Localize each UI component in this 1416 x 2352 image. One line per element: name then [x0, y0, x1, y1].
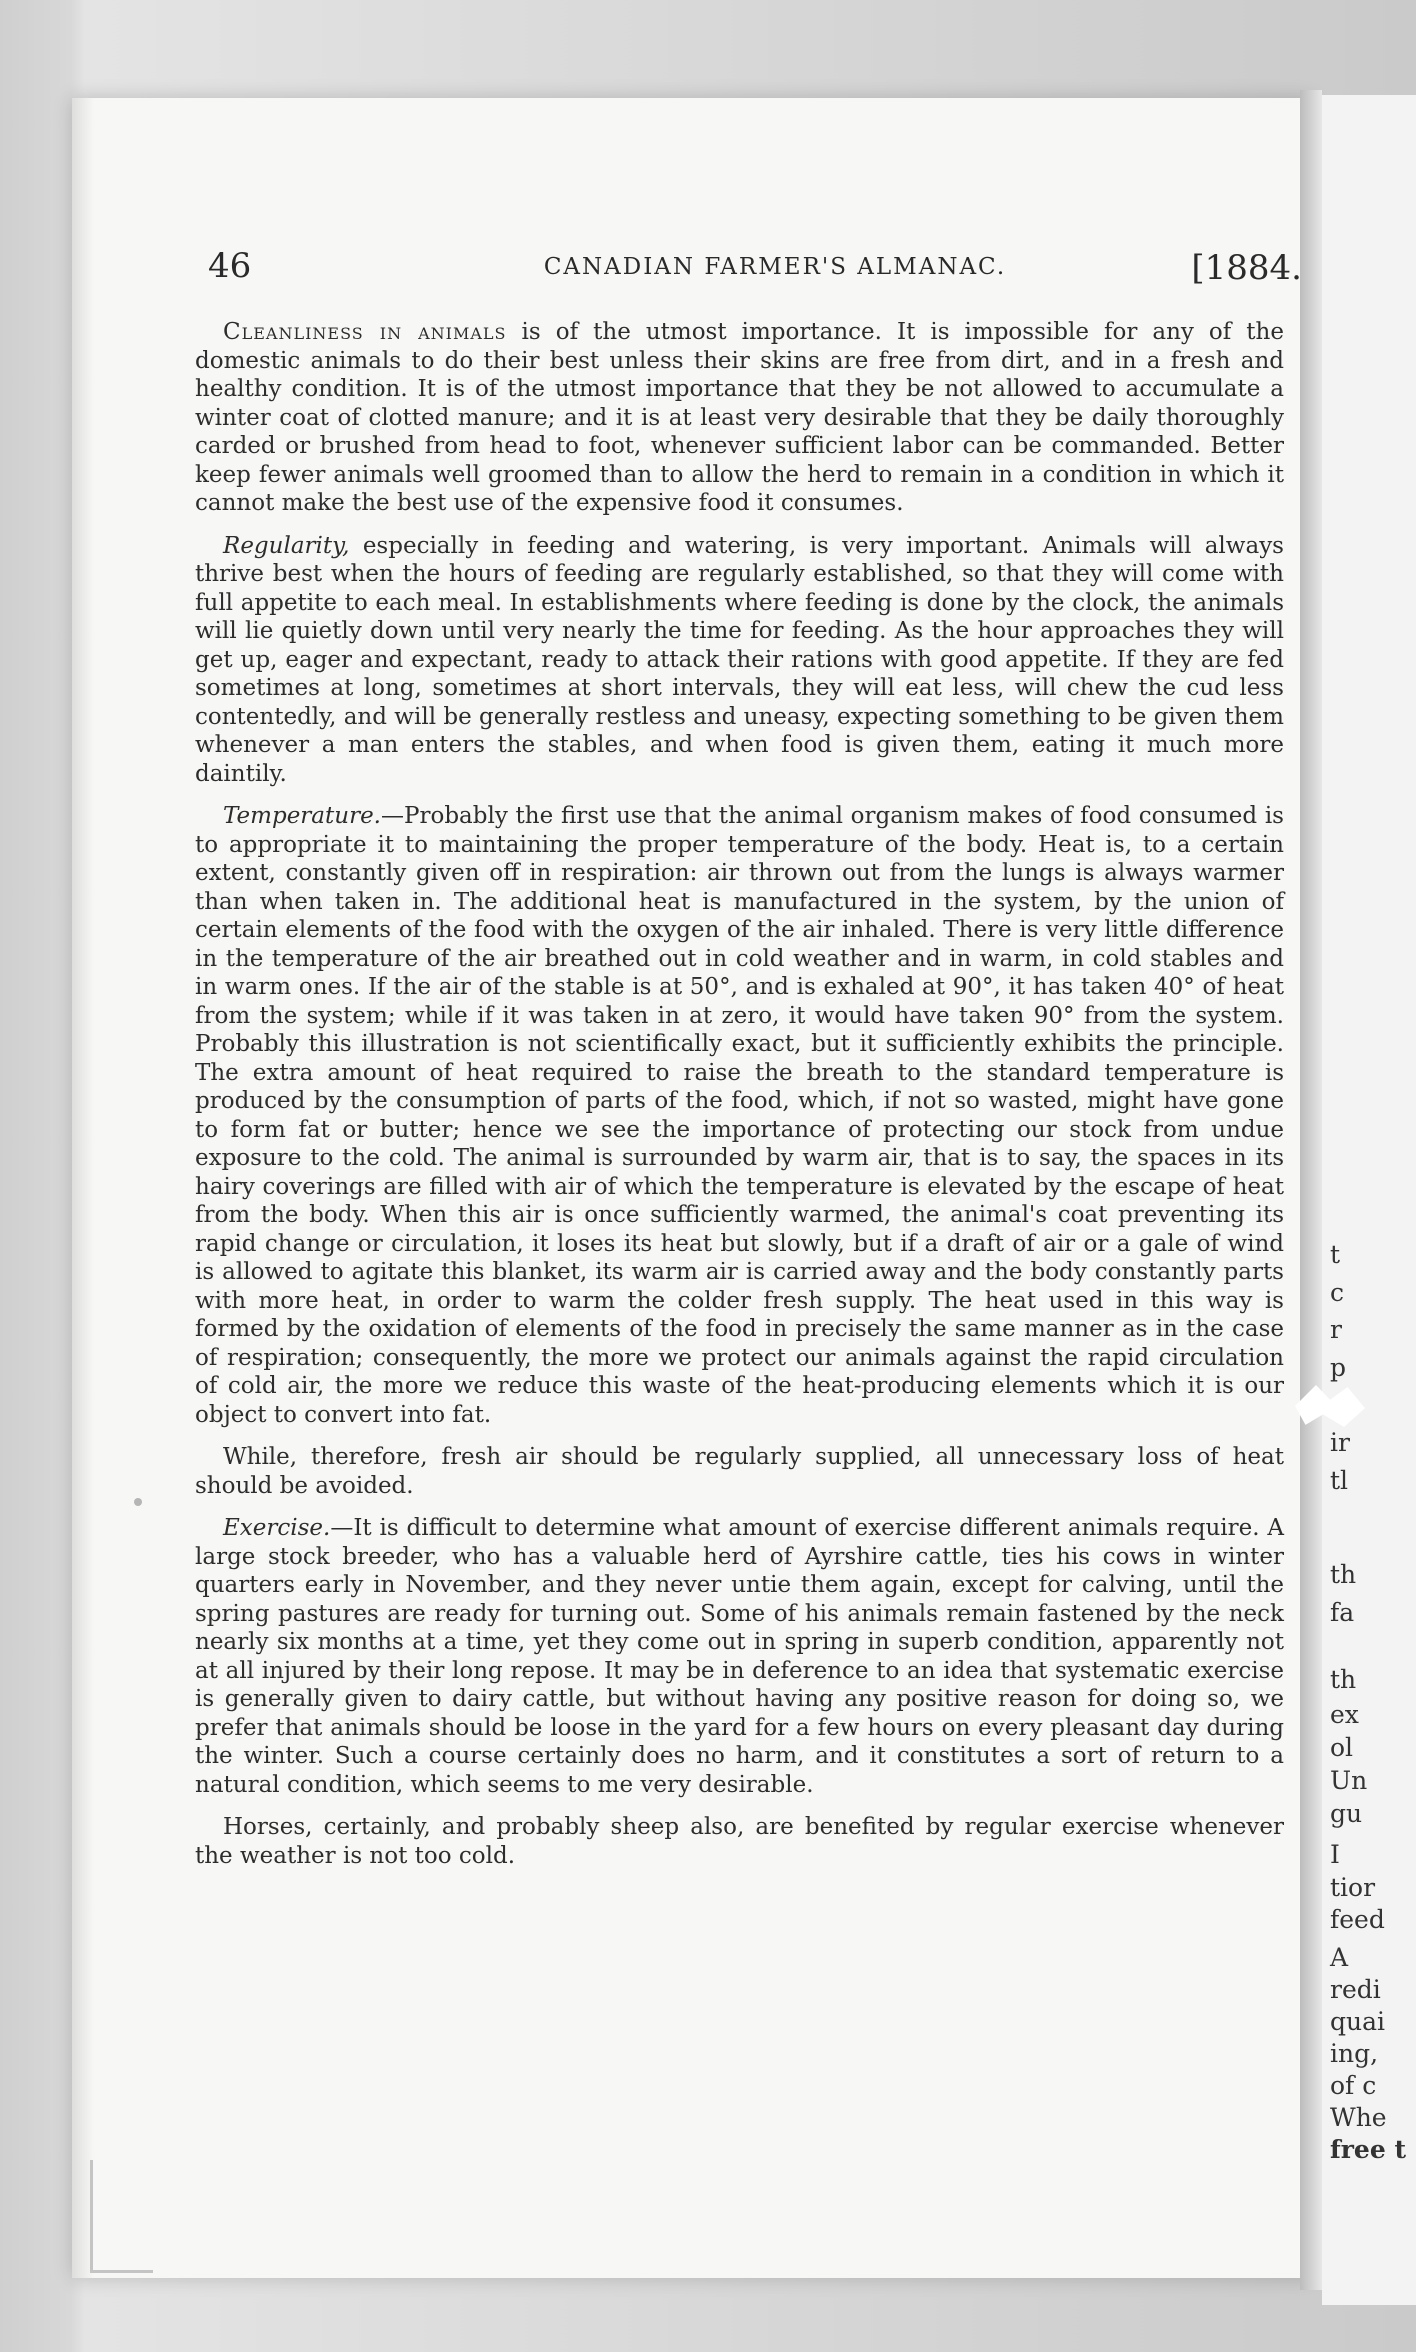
paragraph-lead: Temperature. [223, 803, 381, 829]
facing-page-fragment [1322, 95, 1416, 2305]
paragraph-text: —Probably the first use that the animal organism makes of food consumed is to appropriate it to maintaining the proper temperature of the body. Heat is, to a certain extent, constantly given off in respiration: air thrown out from the lungs is always warmer than when taken in. The additional heat is manufactured in the system, by the union of certain elements of the food with the oxygen of the air inhaled. There is very little difference in the temperature of the air breathed out in cold weather and in warm, in cold stables and in warm ones. If the air of the stable is at 50°, and is exhaled at 90°, it has taken 40° of heat from the system; while if it was taken in at zero, it would have taken 90° from the system. Probably this illustration is not scientifically exact, but it sufficiently exhibits the principle. The extra amount of heat required to raise the breath to the standard temperature is produced by the consumption of parts of the food, which, if not so wasted, might have gone to form fat or butter; hence we see the importance of protecting our stock from undue exposure to the cold. The animal is surrounded by warm air, that is to say, the spaces in its hairy coverings are filled with air of which the temperature is elevated by the escape of heat from the body. When this air is once sufficiently warmed, the animal's coat preventing its rapid change or circulation, it loses its heat but slowly, but if a draft of air or a gale of wind is allowed to agitate this blanket, its warm air is carried away and the body constantly parts with more heat, in order to warm the colder fresh supply. The heat used in this way is formed by the oxidation of elements of the food in precisely the same manner as in the case of respiration; consequently, the more we protect our animals against the rapid circulation of cold air, the more we reduce this waste of the heat-producing elements which it is our object to convert into fat. [195, 803, 1284, 1428]
facing-fragment: ir [1330, 1428, 1350, 1457]
facing-fragment: gu [1330, 1799, 1363, 1828]
page-number: 46 [208, 246, 252, 286]
paragraph-temperature [195, 802, 1284, 1429]
book-gutter [1300, 90, 1322, 2290]
facing-fragment: quai [1330, 2007, 1386, 2036]
paragraph-text: While, therefore, fresh air should be regularly supplied, all unnecessary loss of heat should be avoided. [195, 1444, 1284, 1499]
facing-fragment: Whe [1330, 2103, 1387, 2132]
paragraph-lead: Exercise. [223, 1515, 331, 1541]
paragraph-text: especially in feeding and watering, is very important. Animals will always thrive best when the hours of feeding are regularly established, so that they will come with full appetite to each meal. In establishments where feeding is done by the clock, the animals will lie quietly down until very nearly the time for feeding. As the hour approaches they will get up, eager and expectant, ready to attack their rations with good appetite. If they are fed sometimes at long, sometimes at short intervals, they will eat less, will chew the cud less contentedly, and will be generally restless and uneasy, expecting something to be given them whenever a man enters the stables, and when food is given them, eating it much more daintily. [195, 532, 1284, 787]
paragraph-regularity [195, 532, 1284, 789]
paragraph-text: Horses, certainly, and probably sheep also, are benefited by regular exercise whenever the weather is not too cold. [195, 1814, 1284, 1869]
paragraph-lead: Cleanliness in animals [223, 319, 507, 345]
paragraph-text: is of the utmost importance. It is impossible for any of the domestic animals to do their best unless their skins are free from dirt, and in a fresh and healthy condition. It is of the utmost importance that they be not allowed to accumulate a winter coat of clotted manure; and it is at least very desirable that they be daily thoroughly carded or brushed from head to foot, whenever sufficient labor can be commanded. Better keep fewer animals well groomed than to allow the herd to remain in a condition in which it cannot make the best use of the expensive food it consumes. [195, 319, 1284, 516]
running-head: CANADIAN FARMER'S ALMANAC. [543, 254, 1007, 280]
article-body [195, 318, 1284, 1884]
facing-fragment: redi [1330, 1975, 1381, 2004]
facing-fragment: tior [1330, 1873, 1376, 1902]
facing-fragment: th [1330, 1665, 1357, 1694]
paragraph-horses [195, 1813, 1284, 1870]
facing-fragment: fa [1330, 1598, 1355, 1627]
facing-fragment: t [1330, 1240, 1341, 1269]
paragraph-cleanliness [195, 318, 1284, 518]
paragraph-fresh-air [195, 1443, 1284, 1500]
facing-fragment: feed [1330, 1905, 1385, 1934]
paragraph-text: —It is difficult to determine what amount of exercise different animals require. A large stock breeder, who has a valuable herd of Ayrshire cattle, ties his cows in winter quarters early in November, and they never untie them again, except for calving, until the spring pastures are ready for turning out. Some of his animals remain fastened by the neck nearly six months at a time, yet they come out in spring in superb condition, apparently not at all injured by their long repose. It may be in deference to an idea that systematic exercise is generally given to dairy cattle, but without having any positive reason for doing so, we prefer that animals should be loose in the yard for a few hours on every pleasant day during the winter. Such a course certainly does no harm, and it constitutes a sort of return to a natural condition, which seems to me very desirable. [195, 1515, 1284, 1798]
page-header [208, 246, 1342, 306]
paragraph-exercise [195, 1514, 1284, 1799]
facing-fragment: of c [1330, 2071, 1377, 2100]
facing-fragment: I [1330, 1840, 1340, 1869]
facing-fragment: ing, [1330, 2039, 1379, 2068]
year-marker: [1884. [1191, 248, 1302, 288]
scan-speck [134, 1498, 142, 1506]
facing-fragment: c [1330, 1278, 1345, 1307]
facing-fragment: ol [1330, 1733, 1354, 1762]
facing-fragment: th [1330, 1560, 1357, 1589]
facing-fragment: ex [1330, 1700, 1359, 1729]
binding-corner [90, 2160, 153, 2273]
facing-fragment: r [1330, 1315, 1342, 1344]
paragraph-lead: Regularity, [223, 532, 350, 559]
facing-fragment: free t [1330, 2135, 1406, 2164]
facing-fragment: p [1330, 1353, 1347, 1382]
facing-fragment: tl [1330, 1466, 1349, 1495]
facing-fragment: Un [1330, 1766, 1368, 1795]
facing-fragment: A [1330, 1943, 1349, 1972]
page-edge-shadow [72, 98, 94, 2278]
